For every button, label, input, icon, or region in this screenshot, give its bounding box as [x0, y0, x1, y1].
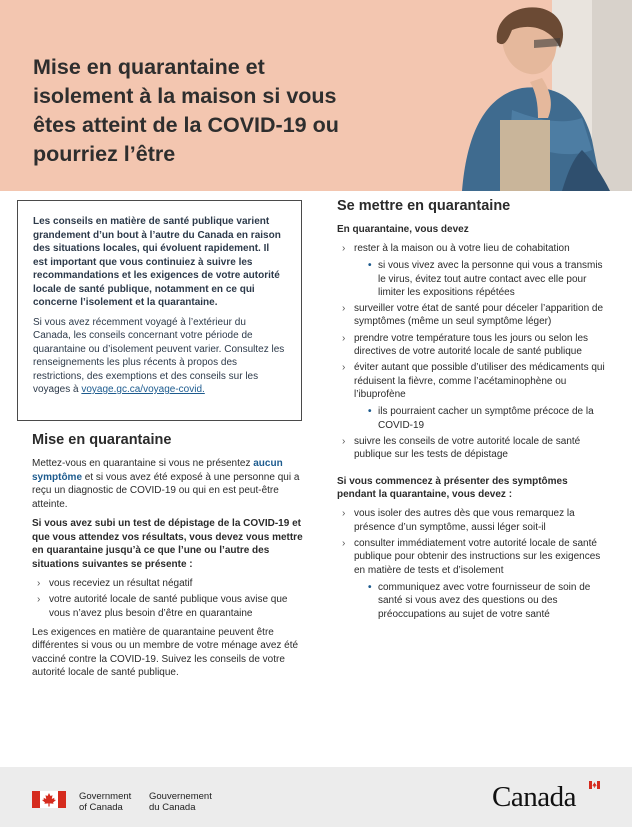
- bullet-dot-icon: •: [368, 260, 372, 272]
- chevron-right-icon: ›: [37, 594, 41, 606]
- header-banner: [0, 0, 632, 191]
- no-symptom-highlight: aucun symptôme: [32, 458, 283, 483]
- in-quarantine-lead: En quarantaine, vous devez: [337, 224, 469, 235]
- symptoms-lead: Si vous commencez à présenter des symptômes pendant la quarantaine, vous devez :: [337, 476, 568, 501]
- list-item-text: vous receviez un résultat négatif: [49, 578, 193, 589]
- list-item: [337, 507, 605, 534]
- going-into-quarantine-section: [337, 198, 605, 627]
- quarantine-end-list: [32, 577, 307, 620]
- sub-list: [368, 581, 605, 621]
- chevron-right-icon: ›: [37, 578, 41, 589]
- list-item: [337, 435, 605, 462]
- government-of-canada-en: [79, 791, 131, 813]
- wordmark-flag-icon: [589, 781, 600, 789]
- sub-list-item: [368, 259, 605, 299]
- chevron-right-icon: ›: [342, 243, 346, 254]
- in-quarantine-list: [337, 242, 605, 461]
- list-item-text: consulter immédiatement votre autorité locale de santé publique pour obtenir des instructions sur les exigences en matière de tests et d’isolement: [354, 538, 601, 576]
- list-item-text: vous isoler des autres dès que vous remarquez la présence d’un symptôme, aussi léger soit-il: [354, 508, 575, 533]
- list-item: [337, 302, 605, 329]
- sub-list: [368, 259, 605, 299]
- footer: [0, 767, 632, 827]
- going-into-quarantine-heading: Se mettre en quarantaine: [337, 198, 511, 214]
- intro-text-end: et si vous avez été exposé à une personne qui a reçu un diagnostic de COVID-19 ou qui en est peut-être atteinte.: [32, 471, 300, 510]
- sub-list-item-text: communiquez avec votre fournisseur de soin de santé si vous avez des questions ou des préoccupations au sujet de votre santé: [378, 581, 591, 620]
- gov-fr-text: Gouvernement du Canada: [149, 791, 212, 813]
- bullet-dot-icon: •: [368, 581, 372, 593]
- test-waiting-paragraph: Si vous avez subi un test de dépistage de la COVID-19 et que vous attendez vos résultats, vous devez vous mettre en quarantaine jusqu’à ce que l’une ou l’autre des situations suivantes se présente :: [32, 518, 303, 570]
- quarantine-section: [32, 432, 307, 686]
- list-item: [32, 593, 307, 620]
- list-item-text: votre autorité locale de santé publique vous avise que vous n’avez plus besoin d’être en quarantaine: [49, 594, 288, 619]
- chevron-right-icon: ›: [342, 435, 346, 447]
- quarantine-intro: [32, 457, 307, 511]
- advisory-bold-text: Les conseils en matière de santé publique varient grandement d’un bout à l’autre du Canada en raison des situations locales, qui évoluent rapidement. Il est important que vous continuiez à suivre les recommandations et les exigences de votre autorité locale de santé publique, notamment en ce qui concerne l’isolement et la quarantaine.: [33, 216, 281, 308]
- travel-link[interactable]: voyage.gc.ca/voyage-covid.: [81, 384, 205, 395]
- canada-flag-icon: [32, 791, 66, 808]
- list-item: [337, 332, 605, 359]
- advisory-box: [17, 200, 302, 421]
- chevron-right-icon: ›: [342, 538, 346, 550]
- sub-list-item-text: ils pourraient cacher un symptôme précoce de la COVID-19: [378, 406, 594, 431]
- list-item: [337, 537, 605, 621]
- advisory-travel-text: [33, 316, 286, 397]
- intro-text-start: Mettez-vous en quarantaine si vous ne présentez: [32, 458, 254, 469]
- woman-at-window-photo: [442, 0, 632, 191]
- chevron-right-icon: ›: [342, 508, 346, 520]
- quarantine-heading: Mise en quarantaine: [32, 432, 172, 448]
- sub-list: [368, 405, 605, 432]
- list-item-text: surveiller votre état de santé pour déceler l’apparition de symptômes (même un seul symptôme léger): [354, 303, 604, 328]
- list-item-text: éviter autant que possible d’utiliser des médicaments qui réduisent la fièvre, comme l’acétaminophène ou l’ibuprofène: [354, 362, 605, 400]
- chevron-right-icon: ›: [342, 332, 346, 344]
- vaccination-paragraph: Les exigences en matière de quarantaine peuvent être différentes si vous ou un membre de votre ménage avez été vacciné contre la COVID-19. Suivez les conseils de votre autorité locale de santé publique.: [32, 626, 299, 679]
- page-title: Mise en quarantaine et isolement à la maison si vous êtes atteint de la COVID-19 ou pourriez l’être: [33, 55, 339, 166]
- canada-wordmark: Canada: [492, 781, 576, 813]
- list-item: [337, 361, 605, 431]
- sub-list-item-text: si vous vivez avec la personne qui vous a transmis le virus, évitez tout autre contact avec elle pour limiter les expositions répétées: [378, 260, 603, 298]
- chevron-right-icon: ›: [342, 362, 346, 374]
- gov-en-text: Government of Canada: [79, 791, 132, 813]
- list-item-text: prendre votre température tous les jours ou selon les directives de votre autorité locale de santé publique: [354, 332, 589, 358]
- list-item-text: rester à la maison ou à votre lieu de cohabitation: [354, 243, 570, 254]
- sub-list-item: [368, 581, 605, 621]
- bullet-dot-icon: •: [368, 406, 372, 418]
- chevron-right-icon: ›: [342, 303, 346, 315]
- list-item: [337, 242, 605, 299]
- gouvernement-du-canada-fr: [149, 791, 212, 813]
- symptoms-list: [337, 507, 605, 620]
- list-item-text: suivre les conseils de votre autorité locale de santé publique sur les tests de dépistage: [354, 435, 581, 461]
- sub-list-item: [368, 405, 605, 432]
- advisory-travel-paragraph: Si vous avez récemment voyagé à l’extérieur du Canada, les conseils concernant votre période de quarantaine ou d’isolement peuvent varier. Consultez les renseignements les plus récents à propos des restrictions, des exemptions et des conseils sur les voyages à: [33, 316, 285, 395]
- list-item: [32, 577, 307, 590]
